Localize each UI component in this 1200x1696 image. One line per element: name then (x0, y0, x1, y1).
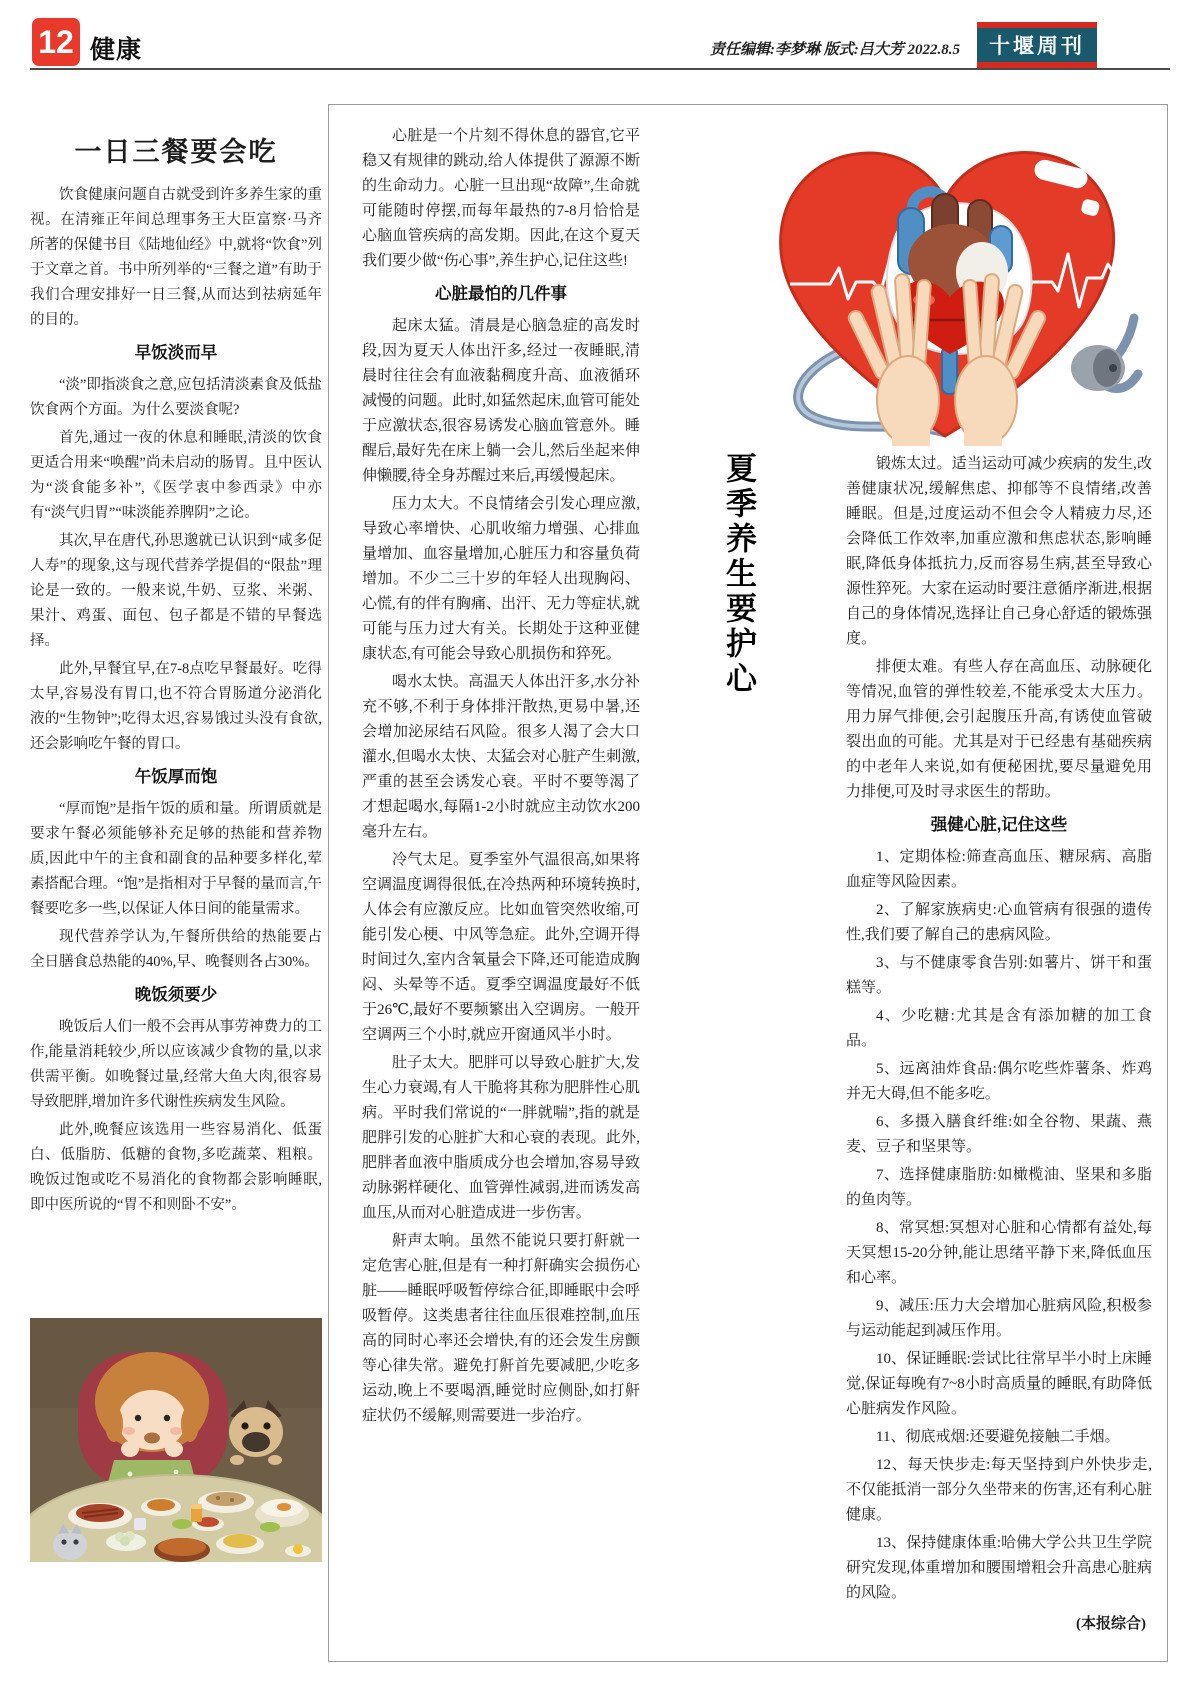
paragraph: 此外,早餐宜早,在7-8点吃早餐最好。吃得太早,容易没有胃口,也不符合胃肠道分泌消化液的“生物钟”;吃得太迟,容易饿过头没有食欲,还会影响吃午餐的胃口。 (30, 661, 322, 752)
tip-item: 6、多摄入膳食纤维:如全谷物、果蔬、燕麦、豆子和坚果等。 (846, 1114, 1152, 1155)
tip-item: 9、减压:压力大会增加心脏病风险,积极参与运动能起到减压作用。 (846, 1298, 1152, 1339)
paragraph: 心脏是一个片刻不得休息的器官,它平稳又有规律的跳动,给人体提供了源源不断的生命动力。心脏一旦出现“故障”,生命就可能随时停摆,而每年最热的7-8月恰恰是心脑血管疾病的高发期。因此,在这个夏天我们要少做“伤心事”,养生护心,记住这些! (362, 128, 640, 269)
chest-piece (1071, 345, 1125, 391)
paragraph: 喝水太快。高温天人体出汗多,水分补充不够,不利于身体排汗散热,更易中暑,还会增加泌尿结石风险。很多人渴了会大口灌水,但喝水太快、太猛会对心脏产生刺激,严重的甚至会诱发心衰。平时不要等渴了才想起喝水,每隔1-2小时就应主动饮水200毫升左右。 (362, 674, 640, 840)
subheading: 午饭厚而饱 (134, 768, 218, 786)
paragraph: 冷气太足。夏季室外气温很高,如果将空调温度调得很低,在冷热两种环境转换时,人体会有应激反应。比如血管突然收缩,可能引发心梗、中风等急症。此外,空调开得时间过久,室内含氧量会下降,还可能造成胸闷、头晕等不适。夏季空调温度最好不低于26℃,最好不要频繁出入空调房。一般开空调两三个小时,就应开窗通风半小时。 (362, 852, 640, 1043)
girl-dinner-table-illustration (30, 1318, 322, 1562)
left-article-column (30, 137, 322, 1221)
subheading: 强健心脏,记住这些 (930, 816, 1068, 834)
tip-item: 1、定期体检:筛查高血压、糖尿病、高脂血症等风险因素。 (846, 849, 1152, 890)
masthead-title: 十堰周刊 (977, 28, 1097, 62)
pug-dog (229, 1400, 283, 1465)
paragraph: 首先,通过一夜的休息和睡眠,清淡的饮食更适合用来“唤醒”尚未启动的肠胃。且中医认为“淡食能多补”,《医学衷中参西录》中亦有“淡气归胃”“味淡能养脾阴”之论。 (30, 430, 322, 521)
tip-item: 11、彻底戒烟:还要避免接触二手烟。 (876, 1429, 1120, 1445)
tip-item: 5、远离油炸食品:偶尔吃些炸薯条、炸鸡并无大碍,但不能多吃。 (846, 1061, 1152, 1102)
paragraph: 饮食健康问题自古就受到许多养生家的重视。在清雍正年间总理事务王大臣富察·马齐所著的保健书目《陆地仙经》中,就将“饮食”列于文章之首。书中所列举的“三餐之道”有助于我们合理安排好一日三餐,从而达到祛病延年的目的。 (30, 187, 322, 328)
section-title: 健康 (90, 36, 143, 64)
paragraph: “淡”即指淡食之意,应包括清淡素食及低盐饮食两个方面。为什么要淡食呢? (30, 377, 322, 418)
paragraph: 压力太大。不良情绪会引发心理应激,导致心率增快、心肌收缩力增强、心排血量增加、血容量增加,心脏压力和容量负荷增加。不少二三十岁的年轻人出现胸闷、心慌,有的伴有胸痛、出汗、无力等症状,就可能与压力过大有关。长期处于这种亚健康状态,有可能会导致心肌损伤和猝死。 (362, 496, 640, 662)
subheading: 晚饭须要少 (134, 986, 218, 1004)
byline: (本报综合) (1076, 1616, 1146, 1632)
right-article-column (846, 452, 1152, 1640)
middle-article-column (362, 124, 640, 1432)
tip-item: 8、常冥想:冥想对心脏和心情都有益处,每天冥想15-20分钟,能让思绪平静下来,降低血压和心率。 (846, 1220, 1152, 1286)
paragraph: 其次,早在唐代,孙思邈就已认识到“咸多促人寿”的现象,这与现代营养学提倡的“限盐”理论是一致的。一般来说,牛奶、豆浆、米粥、果汁、鸡蛋、面包、包子都是不错的早餐选择。 (30, 533, 322, 649)
paragraph: 起床太猛。清晨是心脑急症的高发时段,因为夏天人体出汗多,经过一夜睡眠,清晨时往往会有血液黏稠度升高、血液循环减慢的问题。此时,如猛然起床,血管可能处于应激状态,很容易诱发心脑血管意外。睡醒后,最好先在床上躺一会儿,然后坐起来伸伸懒腰,待全身苏醒过来后,再缓慢起床。 (362, 318, 640, 484)
tip-item: 13、保持健康体重:哈佛大学公共卫生学院研究发现,体重增加和腰围增粗会升高患心脏病的风险。 (846, 1535, 1152, 1601)
paragraph: 锻炼太过。适当运动可减少疾病的发生,改善健康状况,缓解焦虑、抑郁等不良情绪,改善睡眠。但是,过度运动不但会令人精疲力尽,还会降低工作效率,加重应激和焦虑状态,影响睡眠,降低身体抵抗力,反而容易生病,甚至导致心源性猝死。大家在运动时要注意循序渐进,根据自己的身体情况,选择让自己身心舒适的锻炼强度。 (846, 456, 1152, 647)
tip-item: 7、选择健康脂肪:如橄榄油、坚果和多脂的鱼肉等。 (846, 1167, 1152, 1208)
paragraph: 现代营养学认为,午餐所供给的热能要占全日膳食总热能的40%,早、晚餐则各占30%。 (30, 929, 322, 970)
tip-item: 10、保证睡眠:尝试比往常早半小时上床睡觉,保证每晚有7~8小时高质量的睡眠,有助降低心脏病发作风险。 (846, 1351, 1152, 1417)
header-divider (30, 68, 1170, 70)
paragraph: 此外,晚餐应该选用一些容易消化、低蛋白、低脂肪、低糖的食物,多吃蔬菜、粗粮。晚饭过饱或吃不易消化的食物都会影响睡眠,即中医所说的“胃不和则卧不安”。 (30, 1122, 322, 1213)
tip-item: 12、每天快步走:每天坚持到户外快步走,不仅能抵消一部分久坐带来的伤害,还有利心脏健康。 (846, 1457, 1152, 1523)
subheading: 早饭淡而早 (134, 344, 218, 362)
main-article-vertical-title: 夏季养生要护心 (721, 452, 756, 697)
paragraph: 鼾声太响。虽然不能说只要打鼾就一定危害心脏,但是有一种打鼾确实会损伤心脏——睡眠呼吸暂停综合征,即睡眠中会呼吸暂停。这类患者往往血压很难控制,血压高的同时心率还会增快,有的还会发生房颤等心律失常。避免打鼾首先要减肥,少吃多运动,晚上不要喝酒,睡觉时应侧卧,如打鼾症状仍不缓解,则需要进一步治疗。 (362, 1233, 640, 1424)
masthead-badge (977, 22, 1097, 68)
tip-item: 2、了解家族病史:心血管病有很强的遗传性,我们要了解自己的患病风险。 (846, 902, 1152, 943)
tip-item: 3、与不健康零食告别:如薯片、饼干和蛋糕等。 (846, 955, 1152, 996)
paragraph: 排便太难。有些人存在高血压、动脉硬化等情况,血管的弹性较差,不能承受太大压力。用力屏气排便,会引起腹压升高,有诱使血管破裂出血的可能。尤其是对于已经患有基础疾病的中老年人来说,如有便秘困扰,要尽量避免用力排便,可及时寻求医生的帮助。 (846, 659, 1152, 800)
page-number-badge: 12 (32, 18, 80, 66)
editor-credit-line: 责任编辑:李梦琳 版式:吕大芳 2022.8.5 (710, 42, 960, 58)
paragraph: 晚饭后人们一般不会再从事劳神费力的工作,能量消耗较少,所以应该减少食物的量,以求供需平衡。如晚餐过量,经常大鱼大肉,很容易导致肥胖,增加许多代谢性疾病发生风险。 (30, 1019, 322, 1110)
paragraph: “厚而饱”是指午饭的质和量。所谓质就是要求午餐必须能够补充足够的热能和营养物质,因此中午的主食和副食的品种要多样化,荤素搭配合理。“饱”是指相对于早餐的量而言,午餐要吃多一些,以保证人体日间的能量需求。 (30, 801, 322, 917)
tip-item: 4、少吃糖:尤其是含有添加糖的加工食品。 (846, 1008, 1152, 1049)
heart-hands-stethoscope-illustration (746, 112, 1148, 446)
left-article-title: 一日三餐要会吃 (74, 137, 278, 167)
subheading: 心脏最怕的几件事 (435, 285, 567, 303)
paragraph: 肚子太大。肥胖可以导致心脏扩大,发生心力衰竭,有人干脆将其称为肥胖性心肌病。平时我们常说的“一胖就喘”,指的就是肥胖引发的心脏扩大和心衰的表现。此外,肥胖者血液中脂质成分也会增加,容易导致动脉粥样硬化、血管弹性减弱,进而诱发高血压,从而对心脏造成进一步伤害。 (362, 1055, 640, 1221)
